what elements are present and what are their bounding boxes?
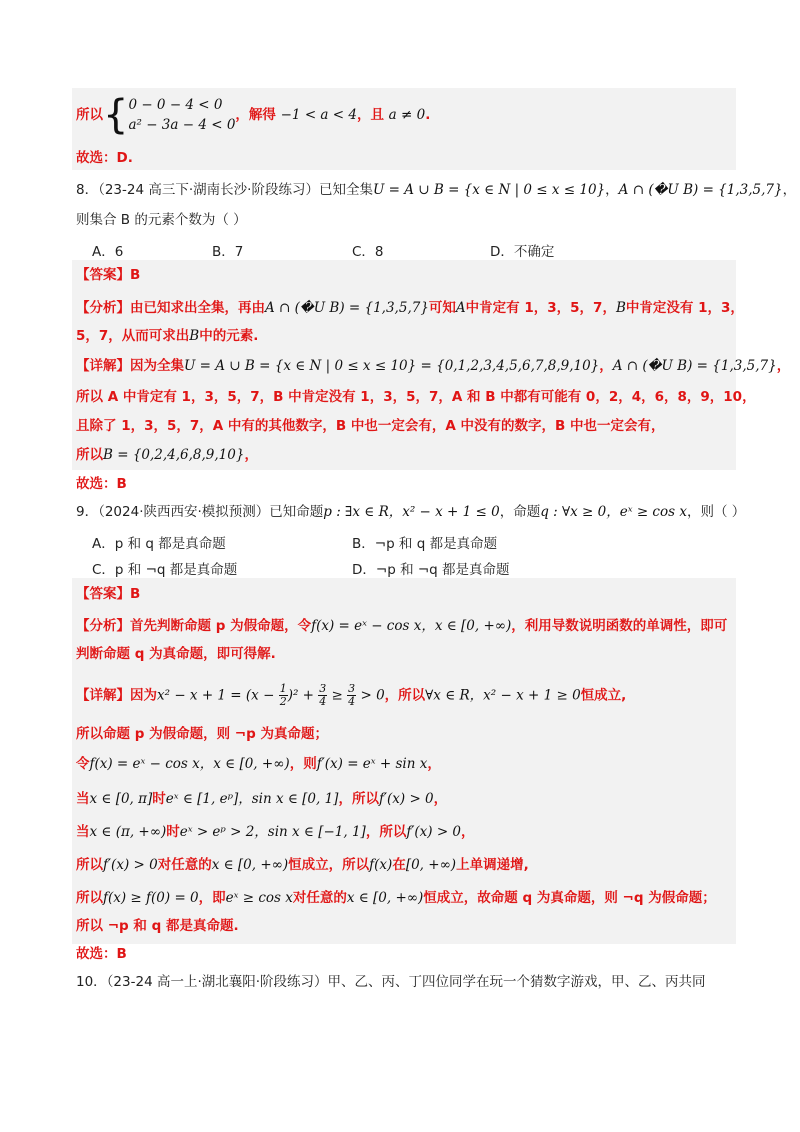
q9-analysis: 【分析】首先判断命题 p 为假命题，令f(x) = eˣ − cos x，x ∈ [0, +∞)，利用导数说明函数的单调性，即可 (76, 618, 728, 634)
q8-option-b[interactable]: B．7 (212, 244, 244, 260)
q8-detail-line4: 且除了 1，3，5，7，A 中有的其他数字，B 中也一定会有，A 中没有的数字，B 中也一定会有， (76, 418, 665, 434)
q9-answer: 【答案】B (76, 586, 141, 602)
q9-detail-line8: 所以 ¬p 和 q 都是真命题. (76, 918, 239, 934)
q8-option-c[interactable]: C．8 (352, 244, 384, 260)
q9-option-d[interactable]: D．¬p 和 ¬q 都是真命题 (352, 562, 510, 578)
q9-option-b[interactable]: B．¬p 和 q 都是真命题 (352, 536, 498, 552)
q9-detail-line2: 所以命题 p 为假命题，则 ¬p 为真命题； (76, 726, 328, 742)
q9-analysis-line2: 判断命题 q 为真命题，即可得解. (76, 646, 276, 662)
q9-detail-line6: 所以f′(x) > 0对任意的x ∈ [0, +∞)恒成立，所以f(x)在[0, +∞)上单调递增, (76, 857, 529, 873)
q8-choice: 故选：B (76, 476, 127, 492)
q9-option-c[interactable]: C．p 和 ¬q 都是真命题 (92, 562, 238, 578)
q8-analysis: 【分析】由已知求出全集，再由A ∩ (�U B) = {1,3,5,7}可知A中肯定有 1，3，5，7，B中肯定没有 1，3， (76, 300, 744, 316)
q8-detail: 【详解】因为全集U = A ∪ B = {x ∈ N | 0 ≤ x ≤ 10} = {0,1,2,3,4,5,6,7,8,9,10}，A ∩ (�U B) = {1,3,5,7}， (76, 358, 791, 374)
q9-detail-line7: 所以f(x) ≥ f(0) = 0，即eˣ ≥ cos x对任意的x ∈ [0, +∞)恒成立，故命题 q 为真命题，则 ¬q 为假命题； (76, 890, 716, 906)
q9-choice: 故选：B (76, 946, 127, 962)
q8-option-a[interactable]: A．6 (92, 244, 124, 260)
prev-solution-system: 所以{ 0 − 0 − 4 < 0 a² − 3a − 4 < 0 ，解得 −1 < a < 4，且 a ≠ 0. (76, 92, 431, 138)
q8-answer: 【答案】B (76, 267, 141, 283)
q8-detail-line5: 所以B = {0,2,4,6,8,9,10}， (76, 447, 258, 463)
prev-solution-choice: 故选：D. (76, 150, 133, 166)
q8-analysis-line2: 5，7，从而可求出B中的元素. (76, 328, 259, 344)
q9-detail-line1: 【详解】因为x² − x + 1 = (x − $\frac{1}{2})^2$ + $\frac{3}{4}$ ≥ $\frac{3}{4} > 0$，所以∀x ∈ R，x² − x + 1 ≥ 0恒成立, (76, 682, 627, 708)
q8-detail-line3: 所以 A 中肯定有 1，3，5，7，B 中肯定没有 1，3，5，7，A 和 B 中都有可能有 0，2，4，6，8，9，10， (76, 389, 756, 405)
q8-option-d[interactable]: D．不确定 (490, 244, 555, 260)
q10-stem: 10．（23-24 高一上·湖北襄阳·阶段练习）甲、乙、丙、丁四位同学在玩一个猜数字游戏，甲、乙、丙共同 (76, 974, 706, 990)
q8-stem-line2: 则集合 B 的元素个数为（ ） (76, 212, 247, 228)
q9-detail-line5: 当x ∈ (π, +∞)时eˣ > eᵖ > 2，sin x ∈ [−1, 1]，所以f′(x) > 0， (76, 824, 475, 840)
q9-option-a[interactable]: A．p 和 q 都是真命题 (92, 536, 226, 552)
q9-stem: 9．（2024·陕西西安·模拟预测）已知命题p : ∃x ∈ R，x² − x + 1 ≤ 0，命题q : ∀x ≥ 0，eˣ ≥ cos x，则（ ） (76, 504, 746, 520)
q9-detail-line4: 当x ∈ [0, π]时eˣ ∈ [1, eᵖ]，sin x ∈ [0, 1]，所以f′(x) > 0， (76, 791, 448, 807)
q8-stem: 8．（23-24 高三下·湖南长沙·阶段练习）已知全集U = A ∪ B = {x ∈ N | 0 ≤ x ≤ 10}，A ∩ (�U B) = {1,3,5,7}， (76, 182, 797, 198)
q9-detail-line3: 令f(x) = eˣ − cos x，x ∈ [0, +∞)，则f′(x) = eˣ + sin x， (76, 756, 441, 772)
